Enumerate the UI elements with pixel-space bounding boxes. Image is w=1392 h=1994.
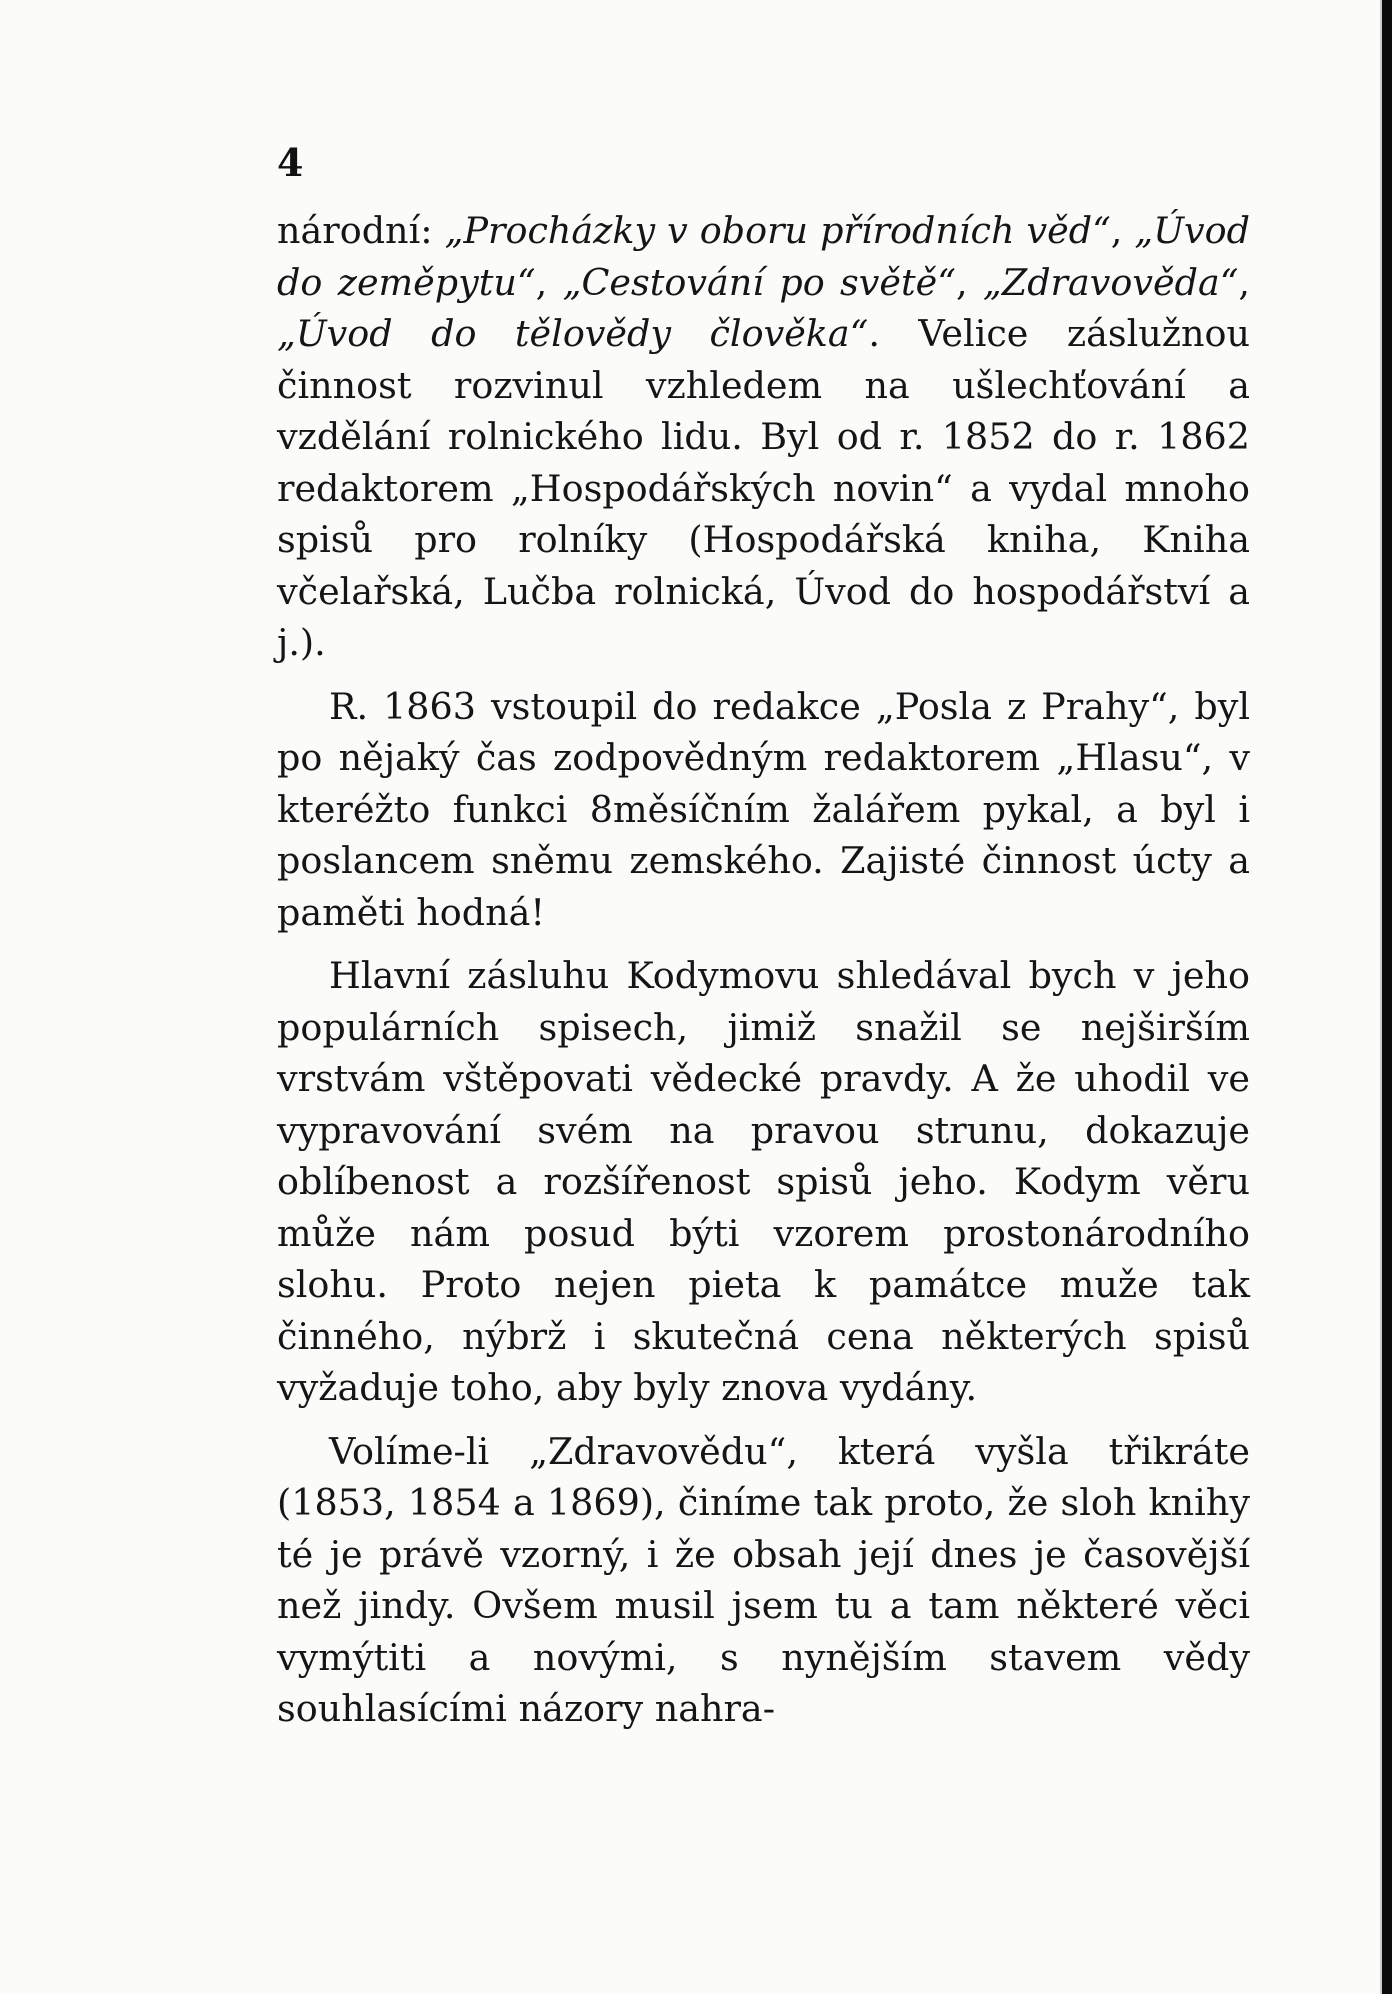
separator-1: ,	[1110, 209, 1135, 252]
body-text	[277, 205, 1250, 1735]
page-number: 4	[277, 140, 304, 185]
separator-2: ,	[535, 260, 563, 304]
separator-3: ,	[955, 260, 983, 304]
paragraph-1-lead: národní:	[277, 209, 445, 252]
separator-4: ,	[1238, 260, 1250, 304]
paragraph-1-rest: . Velice záslužnou činnost rozvinul vzhledem na ušlechťování a vzdělání rolnického lidu. Byl od r. 1852 do r. 1862 redaktorem „Hospodářských novin“ a vydal mnoho spisů pro rolníky (Hospodářská kniha, Kniha včelařská, Lučba rolnická, Úvod do hospodářství a j.).	[277, 312, 1250, 664]
paragraph-1	[277, 205, 1250, 669]
paragraph-4: Volíme-li „Zdravovědu“, která vyšla třikráte (1853, 1854 a 1869), činíme tak proto, že sloh knihy té je právě vzorný, i že obsah její dnes je časovější než jindy. Ovšem musil jsem tu a tam některé věci vymýtiti a novými, s nynějším stavem vědy souhlasícími názory nahra-	[277, 1429, 1250, 1730]
paragraph-2: R. 1863 vstoupil do redakce „Posla z Prahy“, byl po nějaký čas zodpovědným redaktorem „Hlasu“, v kteréžto funkci 8měsíčním žalářem pykal, a byl i poslancem sněmu zemského. Zajisté činnost úcty a paměti hodná!	[277, 684, 1250, 934]
title-prochazky: „Procházky v oboru přírodních věd“	[444, 209, 1111, 252]
title-uvod-telovedy: „Úvod do tělovědy člověka“	[277, 312, 869, 355]
title-uvod-zemezpyt: „Úvod do zeměpytu“	[277, 209, 1250, 304]
title-zdravoveda: „Zdravověda“	[982, 260, 1239, 304]
paragraph-3: Hlavní zásluhu Kodymovu shledával bych v jeho populárních spisech, jimiž snažil se nejširším vrstvám vštěpovati vědecké pravdy. A že uhodil ve vypravování svém na pravou strunu, dokazuje oblíbenost a rozšířenost spisů jeho. Kodym věru může nám posud býti vzorem prostonárodního slohu. Proto nejen pieta k památce muže tak činného, nýbrž i skutečná cena některých spisů vyžaduje toho, aby byly znova vydány.	[277, 954, 1250, 1409]
page-edge	[1380, 0, 1382, 1994]
title-cestovani: „Cestování po světě“	[562, 260, 956, 304]
